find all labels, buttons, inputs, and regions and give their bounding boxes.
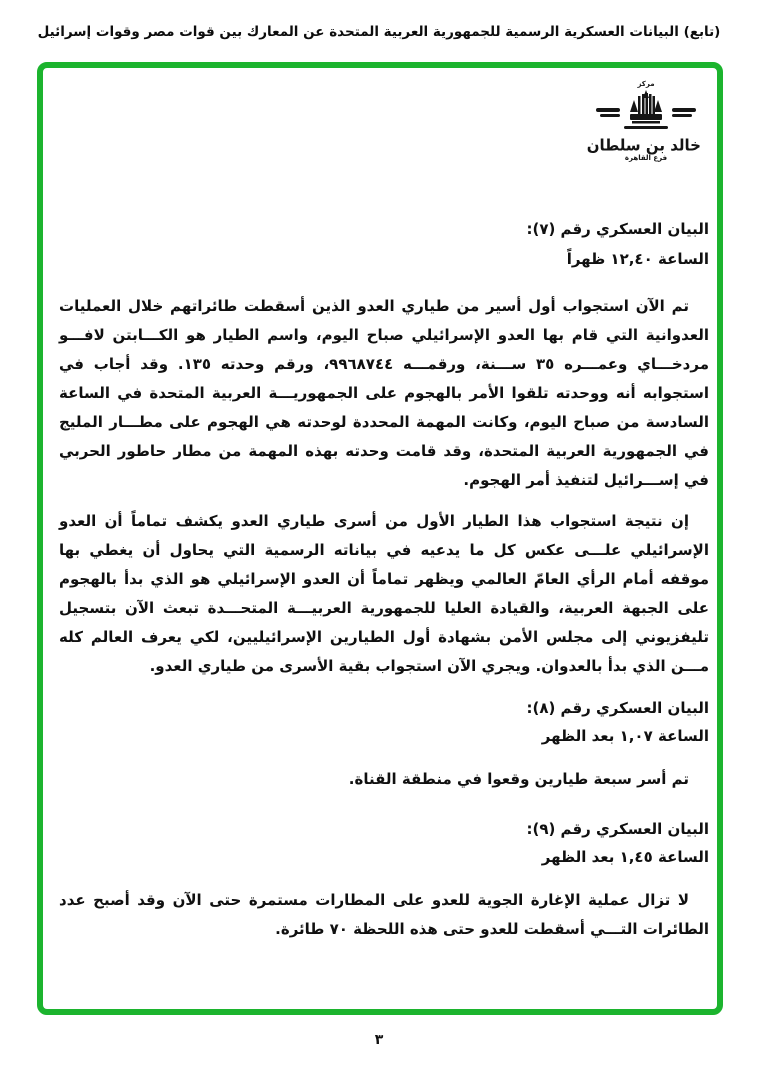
stamp-name-text: خالد بن سلطان (586, 135, 701, 155)
bulletin-7-paragraph-1: تم الآن استجواب أول أسير من طياري العدو الذين أسقطت طائراتهم خلال العمليات العدوانية التي قام بها العدو الإسرائيلي صباح اليوم، واسم الطيار هو الكـــابتن لافـــو مردخـــاي وعمـــره ٣٥ ســـنة، ورقمـــه ٩٩٦٨٧٤٤، ورقم وحدته ١٣٥. وقد أجاب في استجوابه أنه ووحدته تلقوا الأمر بالهجوم على الجمهوريـــة العربية المتحدة في الساعة السادسة من صباح اليوم، وكانت المهمة المحددة لوحدته هي الهجوم على مطـــار المليج في الجمهورية العربية المتحدة، وقد قامت وحدته بهذه المهمة من مطار حاطور الحربي في إســـرائيل لتنفيذ أمر الهجوم. (59, 297, 709, 489)
document-body (59, 218, 709, 944)
green-frame (37, 62, 723, 1015)
bulletin-9-paragraph-1: لا تزال عملية الإغارة الجوية للعدو على المطارات مستمرة حتى الآن وقد أصبح عدد الطائرات التـــي أسقطت للعدو حتى هذه اللحظة ٧٠ طائرة. (59, 891, 709, 938)
crest-emblem-icon (594, 90, 698, 136)
stamp-top-word: مركز (637, 80, 655, 88)
bulletin-7-title: البيان العسكري رقم (٧): (526, 220, 709, 238)
bulletin-8-time: الساعة ١,٠٧ بعد الظهر (541, 727, 709, 745)
library-stamp (586, 80, 701, 163)
bulletin-8-paragraph-1: تم أسر سبعة طيارين وقعوا في منطقة القناة. (348, 770, 689, 788)
bulletin-8-title: البيان العسكري رقم (٨): (526, 699, 709, 717)
bulletin-7-time: الساعة ١٢,٤٠ ظهراً (566, 250, 709, 268)
page-header-title: (تابع) البيانات العسكرية الرسمية للجمهورية العربية المتحدة عن المعارك بين قوات مصر وقوات إسرائيل (37, 24, 721, 40)
bulletin-9-title: البيان العسكري رقم (٩): (526, 820, 709, 838)
bulletin-9-time: الساعة ١,٤٥ بعد الظهر (541, 848, 709, 866)
stamp-subtitle-text: فرع القاهرة (624, 154, 668, 162)
bulletin-7-paragraph-2: إن نتيجة استجواب هذا الطيار الأول من أسرى طياري العدو يكشف تماماً أن العدو الإسرائيلي علـــى عكس كل ما يدعيه في بياناته الرسمية التي يحاول أن يغطي بها موقفه أمام الرأي العامّ العالمي ويظهر تماماً أن العدو الإسرائيلي هو الذي بدأ بالهجوم على الجبهة العربية، والقيادة العليا للجمهورية العربيـــة المتحـــدة تبعث الآن بتسجيل تليفزيوني إلى مجلس الأمن بشهادة أول الطيارين الإسرائيليين، لكي يعرف العالم كله مـــن الذي بدأ بالعدوان. ويجري الآن استجواب بقية الأسرى من طياري العدو. (59, 512, 709, 675)
page-number: ٣ (374, 1032, 384, 1048)
